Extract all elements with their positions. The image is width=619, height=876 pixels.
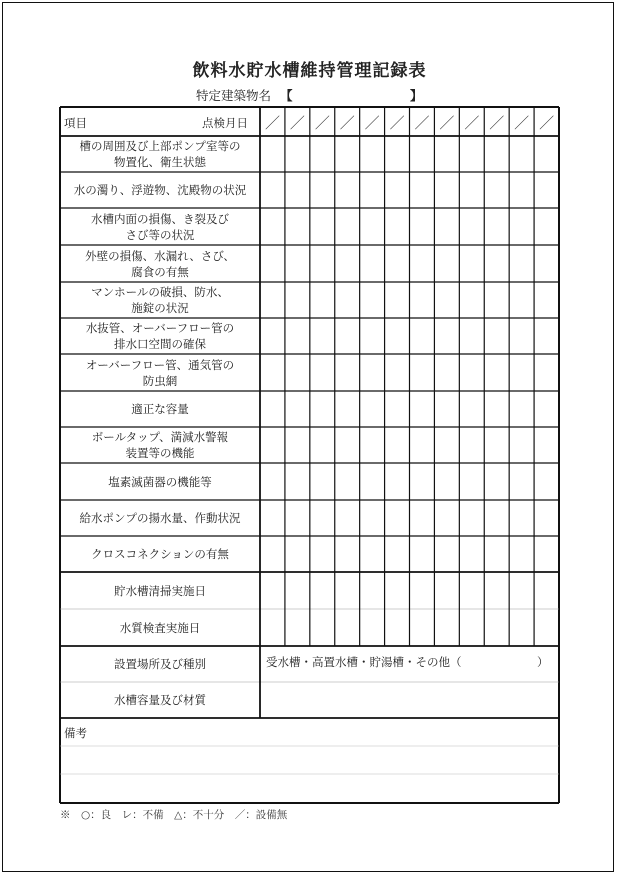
check-item-row-label xyxy=(60,208,260,245)
check-item-line-2: 腐食の有無 xyxy=(131,264,189,279)
check-item-line-1: クロスコネクションの有無 xyxy=(91,547,229,561)
check-item-line-1: 外壁の損傷、水漏れ、さび、 xyxy=(85,248,235,263)
date-slash: ／ xyxy=(464,114,480,132)
check-item-line-2: さび等の状況 xyxy=(125,227,195,242)
check-item-line-1: ボールタップ、満減水警報 xyxy=(91,430,229,444)
check-item-row-label xyxy=(60,391,260,427)
check-item-line-1: 塩素滅菌器の機能等 xyxy=(108,474,212,489)
date-slash: ／ xyxy=(414,114,430,132)
building-name-close-bracket: 】 xyxy=(410,88,423,103)
check-item-line-2: 物置化、衛生状態 xyxy=(114,155,206,169)
check-item-line-1: マンホールの破損、防水、 xyxy=(91,285,229,299)
check-item-line-2: 防虫網 xyxy=(142,373,178,388)
check-item-row-label xyxy=(60,500,260,536)
legend: ※ ○：良 レ：不備 △：不十分 ／：設備無 xyxy=(60,809,288,821)
check-item-row-label xyxy=(60,136,260,172)
building-name-open-bracket: 【 xyxy=(280,88,293,103)
remarks-label: 備考 xyxy=(64,726,87,740)
check-item-line-1: 給水ポンプの揚水量、作動状況 xyxy=(79,511,241,525)
location-type-close-paren: ） xyxy=(537,655,549,669)
date-slash: ／ xyxy=(339,114,355,132)
check-item-line-1: 水の濁り、浮遊物、沈殿物の状況 xyxy=(73,183,247,197)
date-slash: ／ xyxy=(489,114,505,132)
date-slash: ／ xyxy=(389,114,405,132)
check-item-row-label xyxy=(60,245,260,282)
check-item-row-label xyxy=(60,282,260,318)
location-type-label: 設置場所及び種別 xyxy=(114,657,206,671)
date-slash: ／ xyxy=(439,114,455,132)
cleaning-date-label: 貯水槽清掃実施日 xyxy=(114,583,206,598)
capacity-material-label: 水槽容量及び材質 xyxy=(114,693,206,707)
check-item-row-label xyxy=(60,354,260,391)
date-slash: ／ xyxy=(314,114,330,132)
check-item-row-label xyxy=(60,172,260,208)
date-slash: ／ xyxy=(514,114,530,132)
check-item-line-2: 装置等の機能 xyxy=(125,446,195,460)
check-item-row-label xyxy=(60,536,260,572)
check-item-line-1: 水槽内面の損傷、き裂及び xyxy=(91,211,229,226)
inspection-date-label: 水質検査実施日 xyxy=(119,620,201,635)
check-item-row-label xyxy=(60,318,260,354)
header-date-label: 点検月日 xyxy=(202,116,248,130)
check-item-row-label xyxy=(60,427,260,463)
date-slash: ／ xyxy=(539,114,555,132)
check-item-line-1: 水抜管、オーバーフロー管の xyxy=(85,321,235,335)
check-item-line-2: 施錠の状況 xyxy=(131,301,189,315)
check-item-line-2: 排水口空間の確保 xyxy=(114,337,206,351)
check-item-line-1: オーバーフロー管、通気管の xyxy=(85,357,235,372)
header-item-label: 項目 xyxy=(64,116,87,130)
check-item-line-1: 槽の周囲及び上部ポンプ室等の xyxy=(79,139,241,153)
check-item-row-label xyxy=(60,463,260,500)
check-item-line-1: 適正な容量 xyxy=(131,402,189,416)
building-name-label: 特定建築物名 xyxy=(196,88,272,103)
date-slash: ／ xyxy=(264,114,280,132)
location-type-options: 受水槽・高置水槽・貯湯槽・その他（ xyxy=(266,655,462,669)
date-slash: ／ xyxy=(289,114,305,132)
page-title: 飲料水貯水槽維持管理記録表 xyxy=(192,61,427,81)
date-slash: ／ xyxy=(364,114,380,132)
